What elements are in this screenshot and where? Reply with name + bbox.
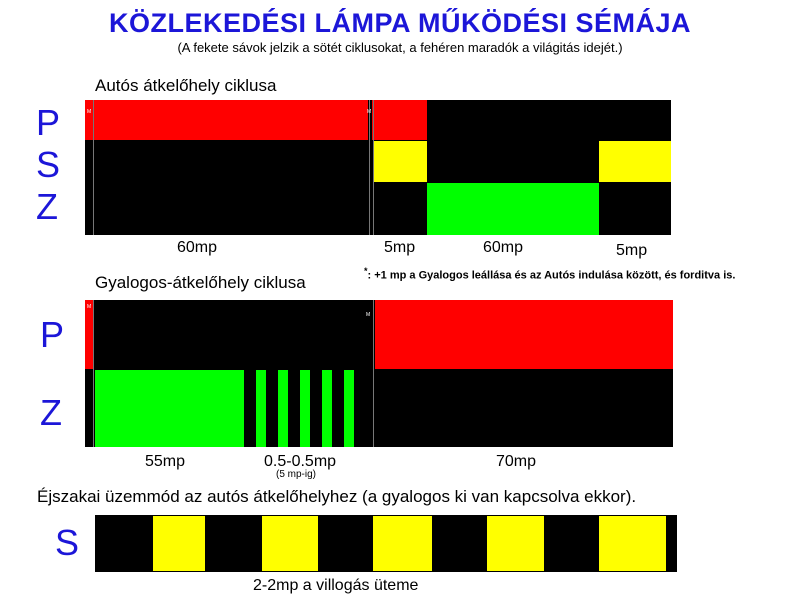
ped-row-label-z: Z [40,392,62,433]
night-segment-black [318,516,373,571]
night-segment-black [205,516,262,571]
ped-row-label-p: P [40,314,65,355]
night-segment-yellow [262,516,318,571]
ped-marker-2: M [366,312,371,318]
car-marker-2: M [367,109,372,115]
car-duration-yellow-2: 5mp [616,242,648,259]
ped-green-blink-5 [344,370,354,447]
ped-red-phase [375,300,673,369]
ped-separator-1 [93,300,94,447]
night-segment-yellow [487,516,544,571]
car-row-label-s: S [36,144,61,185]
night-segment-yellow [373,516,432,571]
night-segment-yellow [153,516,205,571]
ped-duration-green: 55mp [145,453,186,470]
car-red-phase-1 [85,100,368,140]
ped-green-blink-1 [256,370,266,447]
car-yellow-phase-1 [374,141,427,182]
car-duration-green: 60mp [483,239,524,256]
ped-red-start [85,300,93,369]
timing-note [364,266,735,282]
night-mode-diagram [95,515,677,572]
car-row-label-z: Z [36,186,58,227]
night-mode-caption: 2-2mp a villogás üteme [253,577,419,594]
car-row-label-p: P [36,102,61,143]
night-segment-black [432,516,487,571]
car-red-phase-2 [372,100,427,140]
ped-separator-2 [373,300,374,447]
ped-green-blink-2 [278,370,288,447]
ped-blink-note: (5 mp-ig) [276,469,317,480]
car-separator-2 [369,100,370,235]
car-green-phase [427,183,599,235]
timing-note-symbol: * [364,266,368,276]
night-segment-black [544,516,599,571]
car-duration-red: 60mp [177,239,218,256]
car-cycle-heading: Autós átkelőhely ciklusa [95,76,277,95]
night-segment-black [96,516,153,571]
car-cycle-diagram [85,100,671,235]
ped-green-blink-4 [322,370,332,447]
ped-marker-1: M [87,304,92,310]
car-marker-1: M [87,109,92,115]
ped-cycle-heading: Gyalogos-átkelőhely ciklusa [95,273,306,292]
car-separator-1 [93,100,94,235]
night-segment-yellow [599,516,666,571]
diagram-title: KÖZLEKEDÉSI LÁMPA MŰKÖDÉSI SÉMÁJA [108,8,692,38]
ped-duration-blink: 0.5-0.5mp [264,453,337,470]
ped-green-phase [95,370,244,447]
diagram-subtitle: (A fekete sávok jelzik a sötét ciklusokat, a fehéren maradók a világitás idejét.) [177,40,623,55]
night-row-label-s: S [55,522,80,563]
car-separator-3 [373,100,374,235]
timing-note-text: : +1 mp a Gyalogos leállása és az Autós indulása között, és forditva is. [367,269,736,282]
night-mode-heading: Éjszakai üzemmód az autós átkelőhelyhez (a gyalogos ki van kapcsolva ekkor). [37,487,637,506]
car-duration-yellow-1: 5mp [384,239,416,256]
ped-cycle-diagram [85,300,673,447]
car-yellow-phase-2 [599,141,671,182]
ped-green-blink-3 [300,370,310,447]
ped-duration-red: 70mp [496,453,537,470]
